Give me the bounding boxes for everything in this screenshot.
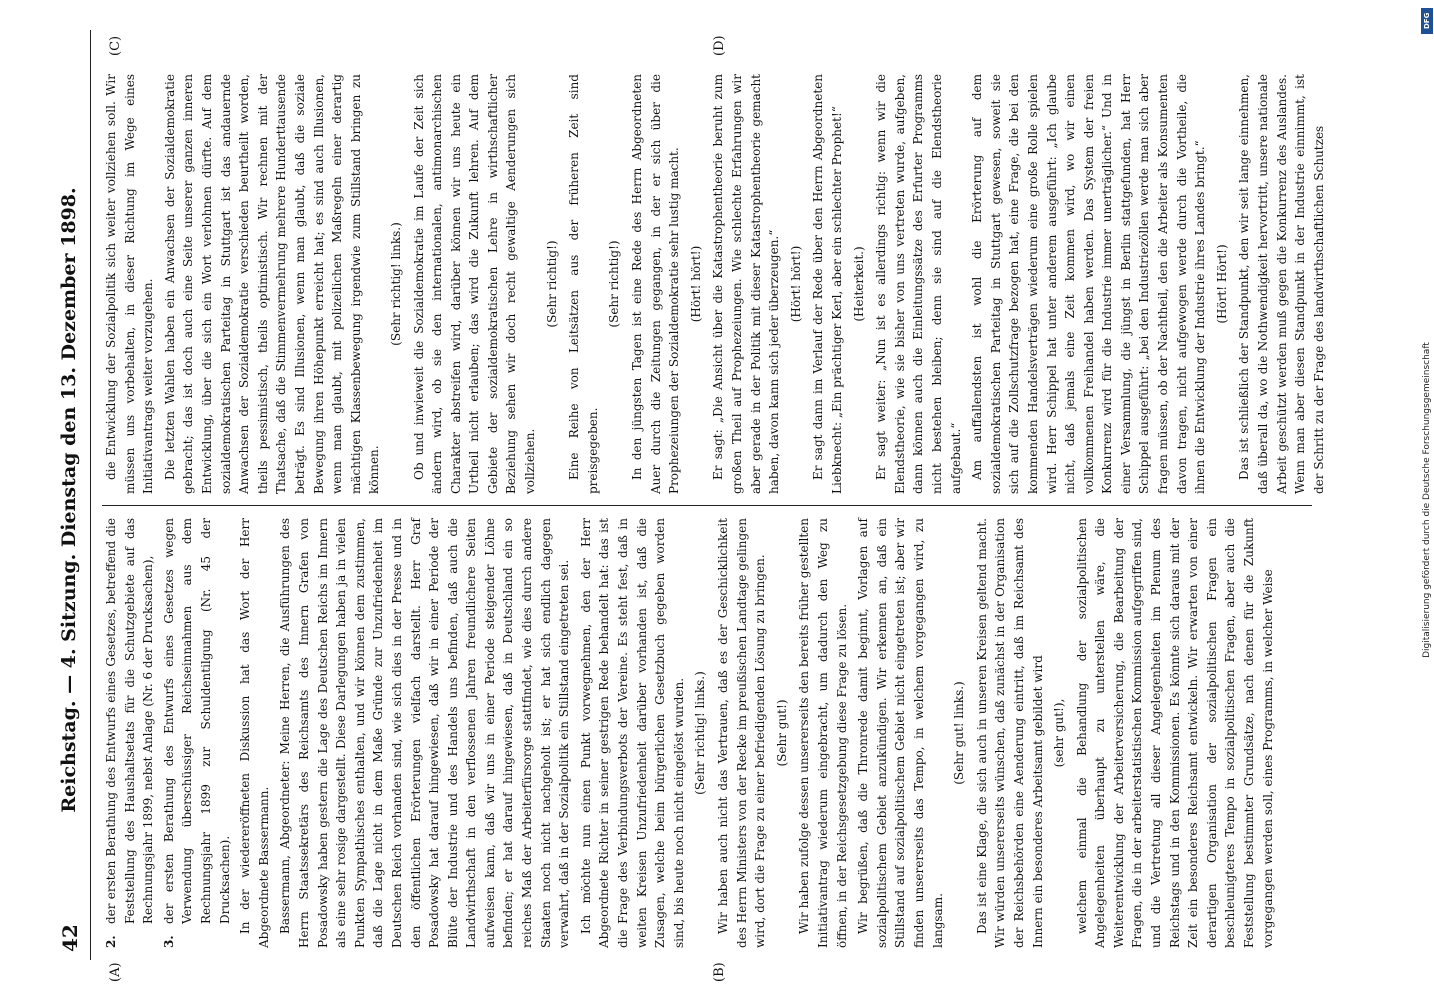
paragraph: Wir haben auch nicht das Vertrauen, daß es der Geschicklichkeit des Herrn Ministers von der Recke im preußischen Landtage gelingen wird, dort die Frage zu einer befriedigenden Lösung zu bringen. <box>716 518 768 948</box>
agenda-item <box>102 518 158 948</box>
paragraph: die Entwicklung der Sozialpolitik sich weiter vollziehen soll. Wir müssen uns vorbehalten, in dieser Richtung im Wege eines Initiativantrags weiter vorzugehen. <box>104 74 156 494</box>
digitization-credit-text: Digitalisierung gefördert durch die Deutsche Forschungsgemeinschaft <box>1422 342 1432 658</box>
header-rule <box>90 30 91 960</box>
paragraph: In der wiedereröffneten Diskussion hat das Wort der Herr Abgeordnete Bassermann. <box>238 518 271 948</box>
paragraph: Er sagt dann im Verlauf der Rede über den Herrn Abgeordneten Liebknecht: „Ein prächtiger Kerl, aber ein schlechter Prophet!“ <box>811 74 844 494</box>
paragraph: Wir begrüßen, daß die Thronrede damit beginnt, Vorlagen auf sozialpolitischem Gebiet anzukündigen. Wir erkennen an, daß ein Stillstand auf sozialpolitischem Gebiet nicht eingetreten ist; aber wir finden unsererseits das Tempo, in welchem vorgegangen wird, zu langsam. <box>856 518 945 948</box>
right-column <box>102 74 1326 494</box>
paragraph: Eine Reihe von Leitsätzen aus der früheren Zeit sind preisgegeben. <box>567 74 600 494</box>
paragraph: Das ist eine Klage, die sich auch in unseren Kreisen geltend macht. Wir würden unsererseits wünschen, daß zunächst in der Organisation der Reichsbehörden eine Aenderung eintritt, daß im Reichsamt des Innern ein besonderes Arbeitsamt gebildet wird <box>974 518 1045 948</box>
paragraph: Ob und inwieweit die Sozialdemokratie im Laufe der Zeit sich ändern wird, ob sie den internationalen, antimonarchischen Charakter abstreifen wird, darüber können wir uns heute ein Urtheil nicht erlauben; das wird die Zukunft lehren. Auf dem Gebiete der sozialdemokratischen Lehre in wirthschaftlicher Beziehung sehen wir doch recht gewaltige Aenderungen sich vollziehen. <box>411 74 538 494</box>
interjection: (Sehr gut!) <box>774 699 789 767</box>
paragraph: Wir haben zufolge dessen unsererseits den bereits früher gestellten Initiativantrag wiederum eingebracht, um dadurch den Weg zu öffnen, in der Reichsgesetzgebung diese Frage zu lösen. <box>797 518 849 948</box>
paragraph: Am auffallendsten ist wohl die Erörterung auf dem sozialdemokratischen Parteitag in Stuttgart gewesen, soweit sie sich auf die Zollschutzfrage bezogen hat, eine Frage, die bei den kommenden Handelsverträgen wiederum eine große Rolle spielen wird. Herr Schippel hat unter anderem ausgeführt: „Ich glaube nicht, daß jemals eine Zeit kommen wird, wo wir einen vollkommenen Freihandel haben werden. Das System der freien Konkurrenz wird für die Industrie immer unerträglicher.“ Und in einer Versammlung, die jüngst in Berlin stattgefunden, hat Herr Schippel ausgeführt: „bei den Industriezöllen werde man sich aber fragen müssen, ob der Nachtheil, den die Arbeiter als Konsumenten davon tragen, nicht aufgewogen werde durch die Vortheile, die ihnen die Entwicklung der Industrie ihres Landes bringt.“ <box>970 74 1208 494</box>
interjection: (Sehr richtig!) <box>544 240 559 328</box>
interjection: (Hört! hört!) <box>688 245 703 323</box>
paragraph: Die letzten Wahlen haben ein Anwachsen der Sozialdemokratie gebracht; das ist doch auch eine Seite unserer ganzen inneren Entwicklung, über die sich ein Wort verlohnen dürfte. Auf dem sozialdemokratischen Parteitag in Stuttgart ist das andauernde Anwachsen der Sozialdemokratie verschieden beurtheilt worden, theils pessimistisch, theils optimistisch. Wir rechnen mit der Thatsache, daß die Stimmenvermehrung mehrere Hunderttausende beträgt. Es sind Illusionen, wenn man glaubt, daß die soziale Bewegung ihren Höhepunkt erreicht hat; es sind auch Illusionen, wenn man glaubt, mit polizeilichen Maßregeln einer derartig mächtigen Klassenbewegung irgendwie zum Stillstand bringen zu können. <box>162 74 382 494</box>
agenda-item-number: 3. <box>161 935 176 948</box>
margin-marker-a: (A) <box>108 962 123 982</box>
page-header <box>52 0 88 1000</box>
column-divider <box>102 505 1312 506</box>
agenda-item-number: 2. <box>104 935 118 948</box>
left-column <box>102 518 1312 948</box>
paragraph: welchem einmal die Behandlung der sozialpolitischen Angelegenheiten überhaupt zu unterstellen wäre, die Weiterentwicklung der Arbeiterversicherung, die Bearbeitung der Fragen, die in der arbeiterstatistischen Kommission aufgegriffen sind, und die Vertretung all dieser Angelegenheiten im Plenum des Reichstags und in den Kommissionen. Es könnte sich daraus mit der Zeit ein besonderes Reichsamt entwickeln. Wir erwarten von einer derartigen Organisation der sozialpolitischen Fragen ein beschleunigteres Tempo in sozialpolitischen Fragen, aber auch die Feststellung bestimmter Grundsätze, nach denen für die Zukunft vorgegangen werden soll, eines Programms, in welcher Weise <box>1074 518 1275 948</box>
interjection: (Hört! Hört!) <box>1214 244 1229 324</box>
digitization-credit <box>1420 0 1434 1000</box>
paragraph: Er sagt weiter: „Nun ist es allerdings richtig: wenn wir die Elendstheorie, wie sie bisher von uns vertreten wurde, aufgeben, dann können auch die Einleitungssätze des Erfurter Programms nicht bestehen bleiben; denn sie sind auf die Elendstheorie aufgebaut.“ <box>874 74 963 494</box>
margin-marker-d: (D) <box>712 35 727 56</box>
running-title: Reichstag. — 4. Sitzung. Dienstag den 13. Dezember 1898. <box>58 187 80 813</box>
interjection: (Sehr richtig! links.) <box>388 222 403 346</box>
interjection: (Heiterkeit.) <box>851 246 866 322</box>
agenda-item-text: der ersten Berathung des Entwurfs eines Gesetzes wegen Verwendung überschüssiger Reichseinnahmen aus dem Rechnungsjahr 1899 zur Schuldentilgung (Nr. 45 der Drucksachen). <box>161 518 232 924</box>
paragraph: In den jüngsten Tagen ist eine Rede des Herrn Abgeordneten Auer durch die Zeitungen gegangen, in der er sich über die Prophezeiungen der Sozialdemokratie sehr lustig macht. <box>630 74 682 494</box>
interjection: (Hört! hört!) <box>788 245 803 323</box>
interjection: (Sehr richtig!) <box>607 240 622 328</box>
interjection: (Sehr gut! links.) <box>952 681 967 785</box>
paragraph: Bassermann, Abgeordneter: Meine Herren, die Ausführungen des Herrn Staatssekretärs des Reichsamts des Innern Grafen von Posadowsky haben gestern die Lage des Deutschen Reichs im Innern als eine sehr rosige dargestellt. Diese Darlegungen haben ja in vielen Punkten Sympathisches enthalten, und wir können dem zustimmen, daß die Lage nicht in dem Maße Gründe zur Unzufriedenheit im Deutschen Reich vorhanden sind, wie sich dies in der Presse und in den öffentlichen Erörterungen vielfach darstellt. Herr Graf Posadowsky hat darauf hingewiesen, daß wir in einer Periode der Blüte der Industrie und des Handels uns befinden, daß auch die Landwirthschaft in den verflossenen Jahren freundlichere Seiten aufweisen kann, daß wir uns in einer Periode steigender Löhne befinden; er hat darauf hingewiesen, daß in Deutschland ein so reiches Maß der Arbeiterfürsorge stattfindet, wie dies durch andere Staaten noch nicht nachgeholt ist; er hat sich endlich dagegen verwahrt, daß in der Sozialpolitik ein Stillstand eingetreten sei. <box>278 518 572 948</box>
interjection: (Sehr richtig! links.) <box>693 671 708 795</box>
page-number: 42 <box>58 924 82 952</box>
paragraph: Das ist schließlich der Standpunkt, den wir seit lange einnehmen, daß überall da, wo die Nothwendigkeit hervortritt, unsere nationale Arbeit geschützt werden muß gegen die Konkurrenz des Auslandes. Wenn man aber diesen Standpunkt in der Industrie einnimmt, ist der Schritt zu der Frage des landwirthschaftlichen Schutzes <box>1237 74 1326 494</box>
margin-marker-c: (C) <box>108 35 123 56</box>
interjection: (sehr gut!), <box>1052 698 1067 768</box>
paragraph: Ich möchte nun einen Punkt vorwegnehmen, den der Herr Abgeordnete Richter in seiner gestrigen Rede behandelt hat: das ist die Frage des Verbindungsverbots der Vereine. Es steht fest, daß in weiten Kreisen Unzufriedenheit darüber vorhanden ist, daß die Zusagen, welche beim bürgerlichen Gesetzbuch gegeben worden sind, bis heute noch nicht eingelöst wurden. <box>578 518 686 948</box>
agenda-item <box>160 518 234 948</box>
agenda-item-text: der ersten Berathung des Entwurfs eines Gesetzes, betreffend die Feststellung des Haushaltsetats für die Schutzgebiete auf das Rechnungsjahr 1899, nebst Anlage (Nr. 6 der Drucksachen), <box>104 518 156 924</box>
margin-marker-b: (B) <box>712 962 727 982</box>
dfg-logo: DFG <box>1421 8 1433 34</box>
paragraph: Er sagt: „Die Ansicht über die Katastrophentheorie beruht zum großen Theil auf Prophezeiungen. Wie schlechte Erfahrungen wir aber gerade in der Politik mit dieser Katastrophentheorie gemacht haben, davon kann sich jeder überzeugen.“ <box>711 74 782 494</box>
rotated-page <box>12 0 1352 1000</box>
